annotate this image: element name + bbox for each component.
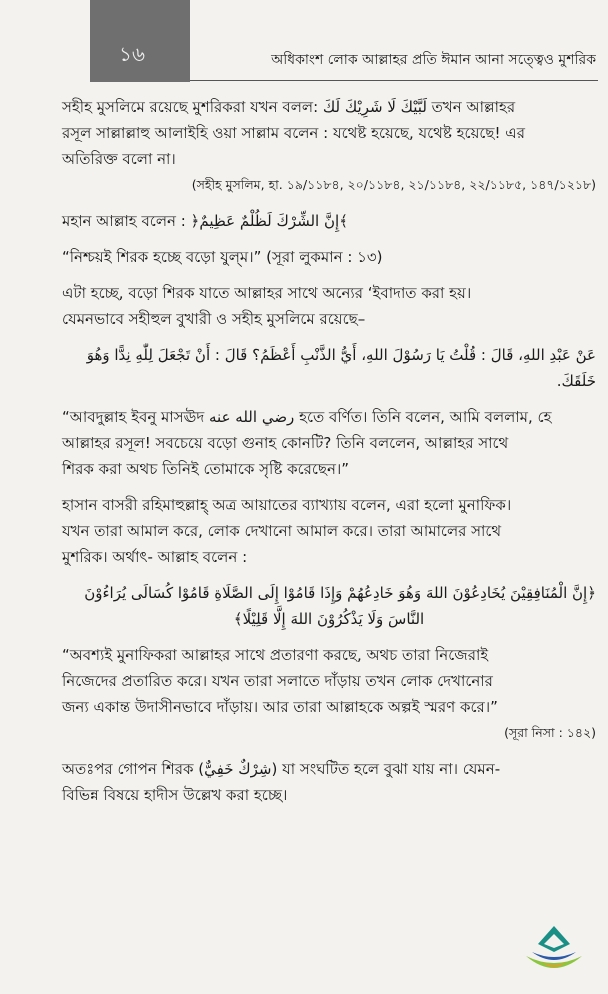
running-title: অধিকাংশ লোক আল্লাহর প্রতি ঈমান আনা সত্ত্বেও মুশরিক bbox=[271, 52, 596, 68]
header-divider bbox=[190, 80, 598, 81]
body-line: “আবদুল্লাহ ইবনু মাসঊদ رضي الله عنه হতে বর্ণিত। তিনি বলেন, আমি বললাম, হে bbox=[62, 408, 552, 426]
body-line: “নিশ্চয়ই শিরক হচ্ছে বড়ো যুল্‌ম।” (সূরা লুকমান : ১৩) bbox=[62, 248, 383, 266]
body-line: জন্য একান্ত উদাসীনভাবে দাঁড়ায়। আর তারা আল্লাহকে অল্পই স্মরণ করে।” bbox=[62, 698, 498, 716]
body-line: সহীহ মুসলিমে রয়েছে মুশরিকরা যখন বলল: لَبَّيْكَ لَا شَرِيْكَ لَكَ তখন আল্লাহর bbox=[62, 98, 516, 116]
body-line: মুশরিক। অর্থাৎ- আল্লাহ বলেন : bbox=[62, 548, 248, 566]
citation: (সূরা নিসা : ১৪২) bbox=[504, 725, 596, 740]
body-line: যেমনভাবে সহীহুল বুখারী ও সহীহ মুসলিমে রয়েছে– bbox=[62, 310, 366, 328]
body-line: আল্লাহর রসূল! সবচেয়ে বড়ো গুনাহ কোনটি? তিনি বললেন, আল্লাহর সাথে bbox=[62, 434, 509, 452]
arabic-ayah: النَّاسَ وَلَا يَذْكُرُوْنَ اللهَ إِلَّا قَلِيْلًا﴾ bbox=[233, 610, 425, 628]
body-line: বিভিন্ন বিষয়ে হাদীস উল্লেখ করা হচ্ছে। bbox=[62, 786, 288, 804]
body-line: অতিরিক্ত বলো না। bbox=[62, 150, 176, 168]
publisher-logo-icon bbox=[520, 922, 588, 982]
body-line: রসূল সাল্লাল্লাহু আলাইহি ওয়া সাল্লাম বলেন : যথেষ্ট হয়েছে, যথেষ্ট হয়েছে! এর bbox=[62, 124, 525, 142]
body-line: যখন তারা আমাল করে, লোক দেখানো আমাল করে। তারা আমালের সাথে bbox=[62, 522, 502, 540]
body-line: মহান আল্লাহ বলেন : ﴿إِنَّ الشِّرْكَ لَظُلْمٌ عَظِيمٌ﴾ bbox=[62, 212, 348, 230]
body-line: “অবশ্যই মুনাফিকরা আল্লাহর সাথে প্রতারণা করছে, অথচ তারা নিজেরাই bbox=[62, 646, 489, 664]
citation: (সহীহ মুসলিম, হা. ১৯/১১৮৪, ২০/১১৮৪, ২১/১১৮৪, ২২/১১৮৫, ১৪৭/১২১৮) bbox=[191, 177, 596, 192]
page-number: ১৬ bbox=[119, 42, 145, 66]
body-line: নিজেদের প্রতারিত করে। যখন তারা সলাতে দাঁড়ায় তখন লোক দেখানোর bbox=[62, 672, 493, 690]
arabic-hadith: عَنْ عَبْدِ اللهِ، قَالَ : قُلْتُ يَا رَسُوْلَ اللهِ، أَيُّ الذَّنْبِ أَعْظَمُ؟ قَالَ : أَنْ تَجْعَلَ لِلّٰهِ نِدًّا وَهُوَ خَلَقَكَ. bbox=[86, 346, 596, 390]
body-line: অতঃপর গোপন শিরক (شِرْكٌ خَفِيٌّ) যা সংঘটিত হলে বুঝা যায় না। যেমন- bbox=[62, 760, 501, 778]
arabic-ayah: ﴿إِنَّ الْمُنَافِقِيْنَ يُخَادِعُوْنَ اللهَ وَهُوَ خَادِعُهُمْ وَإِذَا قَامُوْا إِلَى الصَّلَاةِ قَامُوْا كُسَالَى يُرَاءُوْنَ bbox=[84, 584, 596, 602]
body-line: এটা হচ্ছে, বড়ো শিরক যাতে আল্লাহর সাথে অন্যের ‘ইবাদাত করা হয়। bbox=[62, 284, 472, 302]
body-line: শিরক করা অথচ তিনিই তোমাকে সৃষ্টি করেছেন।” bbox=[62, 460, 350, 478]
page-body bbox=[62, 94, 596, 808]
body-line: হাসান বাসরী রহিমাহুল্লাহ্ অত্র আয়াতের ব্যাখ্যায় বলেন, এরা হলো মুনাফিক। bbox=[62, 496, 512, 514]
